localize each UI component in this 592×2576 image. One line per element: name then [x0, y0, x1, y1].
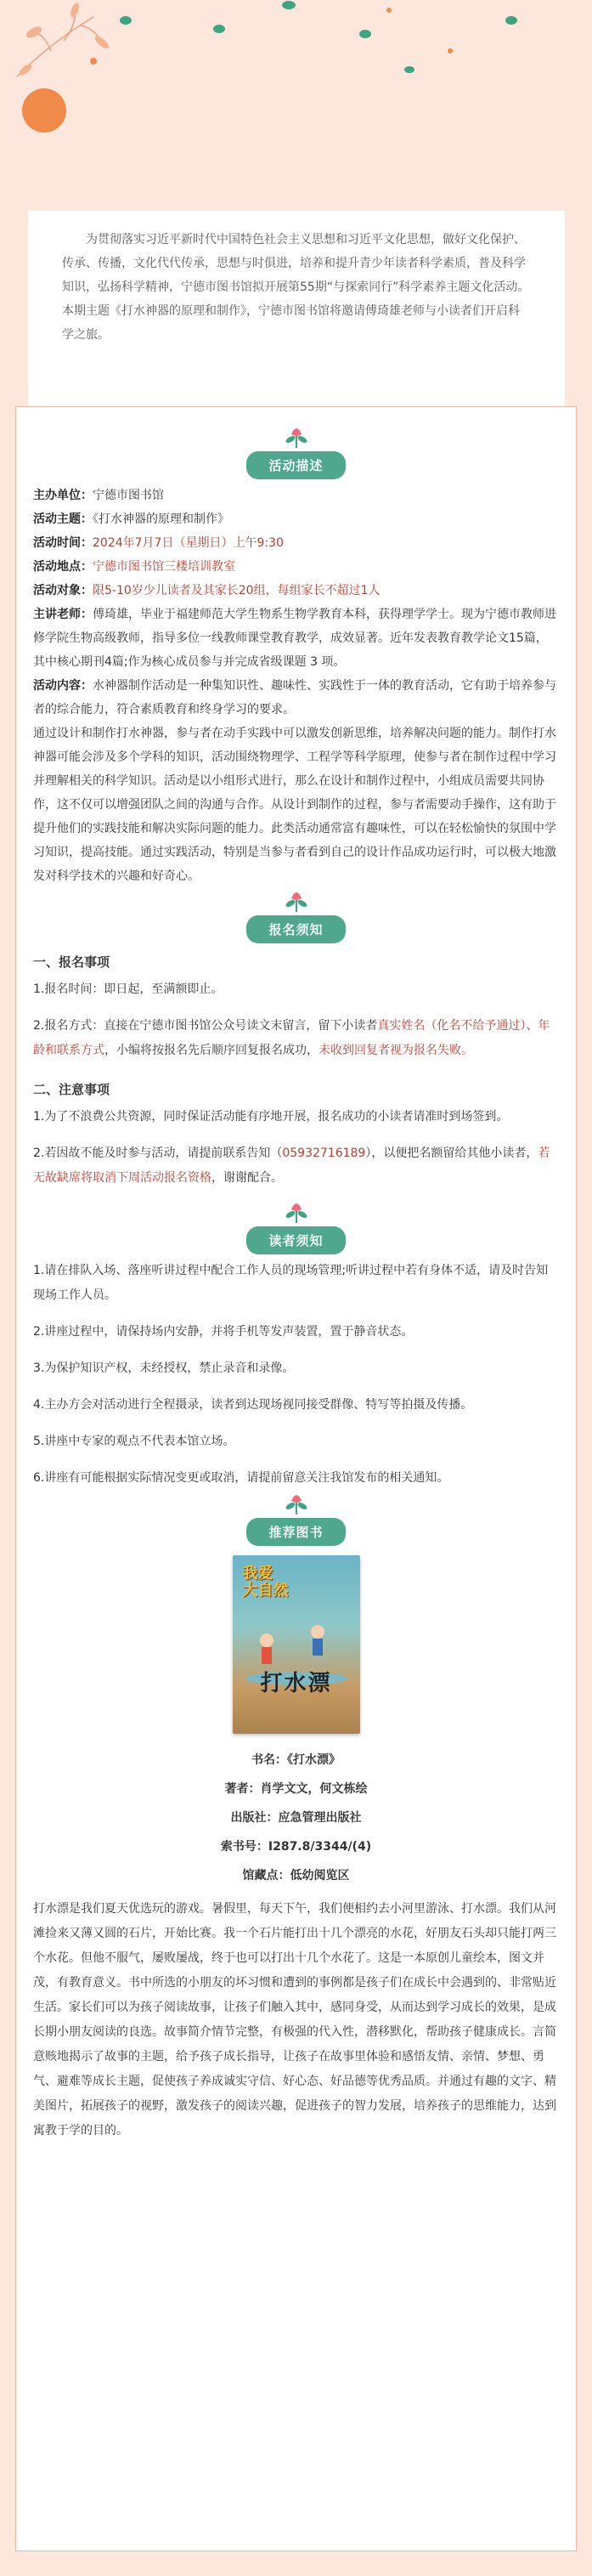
- signup-method-warning: 未收到回复者视为报名失败。: [319, 1044, 473, 1057]
- content-row: [33, 674, 559, 722]
- target-label: 活动对象：: [33, 584, 93, 597]
- section-header-books: [33, 1491, 559, 1550]
- target-value: 限5-10岁少儿读者及其家长20组，每组家长不超过1人: [93, 584, 381, 597]
- place-row: [33, 555, 559, 579]
- book-description: 打水漂是我们夏天优选玩的游戏。暑假里，每天下午，我们便相约去小河里游泳、打水漂。我们从河滩捡来又薄又圆的石片，开始比赛。我一个石片能打出十几个漂亮的水花，好朋友石头却只能打两三个水花。但他不服气，屡败屡战，终于也可以打出十几个水花了。这是一本原创儿童绘本，图文并茂，有教育意义。书中所选的小朋友的坏习惯和遭到的事例都是孩子们在成长中会遇到的、非常贴近生活。家长们可以为孩子阅读故事，让孩子们触入其中，感同身受，从而达到学习成长的效果，是成长期小朋友阅读的良选。故事简介情节完整，有极强的代入性，潜移默化，帮助孩子健康成长。言简意赅地揭示了故事的主题，给予孩子成长指导，让孩子在故事里体验和感悟友情、亲情、梦想、勇气、避难等成长主题，促使孩子养成诚实守信、好心态、好品德等优秀品质。并通过有趣的文字、精美图片，拓展孩子的视野，激发孩子的阅读兴趣，促进孩子的智力发展，培养孩子的思维能力，达到寓教于学的目的。: [33, 1902, 556, 2137]
- theme-value: 《打水神器的原理和制作》: [93, 512, 229, 526]
- section-header-activity: [33, 424, 559, 484]
- content-label: 活动内容：: [33, 679, 93, 693]
- signup-method-required: 真实姓名（化名不给予通过）、年龄和联系方式: [33, 1019, 550, 1057]
- time-value: 2024年7月7日（星期日）上午9:30: [93, 536, 284, 550]
- book-name: 书名：《打水漂》: [251, 1753, 341, 1767]
- organizer-row: [33, 484, 559, 507]
- intro-text: 为贯彻落实习近平新时代中国特色社会主义思想和习近平文化思想，做好文化保护、传承、传播，文化代代传承，思想与时俱进，培养和提升青少年读者科学素质，普及科学知识，弘扬科学精神，宁德市图书馆拟开展第55期“与探索同行”科学素养主题文化活动。本期主题《打水神器的原理和制作》，宁德市图书馆将邀请傅琦雄老师与小读者们开启科学之旅。: [62, 233, 530, 342]
- section-header-reader: [33, 1199, 559, 1259]
- book-author: 著者：肖学文文，何文栋绘: [224, 1782, 368, 1796]
- section-header-signup: [33, 888, 559, 948]
- flower-icon: [282, 1199, 311, 1225]
- theme-row: [33, 507, 559, 531]
- time-label: 活动时间：: [33, 536, 93, 550]
- content-value: 水神器制作活动是一种集知识性、趣味性、实践性于一体的教育活动，它有助于培养参与者的综合能力，符合素质教育和终身学习的要求。: [33, 679, 556, 716]
- signup-heading-1: 一、报名事项: [33, 954, 110, 970]
- notice-2-text-2: ），以便把名额留给其他小读者，: [365, 1146, 538, 1160]
- teacher-row: [33, 603, 559, 674]
- target-row: [33, 579, 559, 603]
- notice-2-text-3: ，谢谢配合。: [211, 1171, 283, 1185]
- main-card: [15, 406, 577, 2551]
- reader-note-2: 2.讲座过程中，请保持场内安静，并将手机等发声装置，置于静音状态。: [33, 1325, 414, 1339]
- notice-2-warning: 若无故缺席将取消下周活动报名资格: [33, 1146, 550, 1185]
- orange-dot-icon: [90, 8, 453, 65]
- book-cover-series: 我爱 大自然: [242, 1565, 289, 1599]
- signup-method-text: 2.报名方式：直接在宁德市图书馆公众号读文末留言，留下小读者: [33, 1019, 378, 1033]
- section-title-activity: 活动描述: [246, 451, 345, 479]
- phone-number[interactable]: 05932716189: [282, 1146, 366, 1160]
- book-publisher: 出版社：应急管理出版社: [230, 1811, 362, 1825]
- flower-icon: [282, 1491, 311, 1516]
- notice-2-text: 2.若因故不能及时参与活动，请提前联系告知（: [33, 1146, 283, 1160]
- section-title-reader: 读者须知: [246, 1226, 345, 1254]
- teacher-value: 傅琦雄，毕业于福建师范大学生物系生物学教育本科，获得理学学士。现为宁德市教师进修学院生物高级教师，指导多位一线教师课堂教育教学，成效显著。近年发表教育教学论文15篇，其中核心期刊4篇;作为核心成员参与并完成省级课题 3 项。: [33, 608, 556, 669]
- reader-note-5: 5.讲座中专家的观点不代表本馆立场。: [33, 1435, 235, 1448]
- orange-circle-icon: [22, 88, 66, 133]
- reader-note-6: 6.讲座有可能根据实际情况变更或取消，请提前留意关注我馆发布的相关通知。: [33, 1471, 449, 1485]
- section-title-books: 推荐图书: [246, 1518, 345, 1546]
- notice-1: 1.为了不浪费公共资源，同时保证活动能有序地开展，报名成功的小读者请准时到场签到。: [33, 1110, 509, 1124]
- flower-icon: [282, 424, 311, 450]
- book-cover-title: 打水漂: [260, 1671, 332, 1696]
- intro-card: [28, 211, 565, 406]
- signup-time: 1.报名时间：即日起，至满额即止。: [33, 982, 223, 996]
- organizer-value: 宁德市图书馆: [93, 489, 164, 502]
- book-cover-image[interactable]: [233, 1555, 360, 1734]
- theme-label: 活动主题：: [33, 512, 93, 526]
- book-location: 馆藏点：低幼阅览区: [242, 1869, 350, 1882]
- organizer-label: 主办单位：: [33, 489, 93, 502]
- book-meta: [33, 1746, 559, 1890]
- reader-note-3: 3.为保护知识产权，未经授权，禁止录音和录像。: [33, 1362, 295, 1375]
- reader-note-1: 1.请在排队入场、落座听讲过程中配合工作人员的现场管理;听讲过程中若有身体不适，请及时告知现场工作人员。: [33, 1264, 549, 1302]
- hero-banner: [0, 0, 592, 178]
- signup-heading-2: 二、注意事项: [33, 1082, 110, 1097]
- time-row: [33, 531, 559, 555]
- hero-decoration: [0, 0, 592, 178]
- flower-icon: [282, 888, 311, 914]
- signup-method: [33, 1014, 559, 1063]
- book-callno: 索书号：I287.8/3344/(4): [220, 1840, 372, 1854]
- reader-note-4: 4.主办方会对活动进行全程摄录，读者到达现场视同接受群像、特写等拍摄及传播。: [33, 1398, 473, 1412]
- place-label: 活动地点：: [33, 560, 93, 574]
- signup-method-text-2: ，小编将按报名先后顺序回复报名成功，: [104, 1044, 319, 1057]
- notice-2: [33, 1141, 559, 1191]
- section-title-signup: 报名须知: [246, 915, 345, 943]
- place-value: 宁德市图书馆三楼培训教室: [93, 560, 235, 574]
- content-detail: 通过设计和制作打水神器，参与者在动手实践中可以激发创新思维，培养解决问题的能力。制作打水神器可能会涉及多个学科的知识，活动围绕物理学、工程学等科学原理，使参与者在制作过程中学习并理解相关的科学知识。活动是以小组形式进行，那么在设计和制作过程中，小组成员需要共同协作，这不仅可以增强团队之间的沟通与合作。从设计到制作的过程，参与者需要动手操作，这有助于提升他们的实践技能和解决实际问题的能力。此类活动通常富有趣味性，可以在轻松愉快的氛围中学习知识，提高技能。通过实践活动，特别是当参与者看到自己的设计作品成功运行时，可以极大地激发对科学技术的兴趣和好奇心。: [33, 727, 556, 883]
- teacher-label: 主讲老师：: [33, 608, 93, 621]
- book-cover-wrap: [33, 1555, 559, 1737]
- green-dot-icon: [120, 1, 517, 73]
